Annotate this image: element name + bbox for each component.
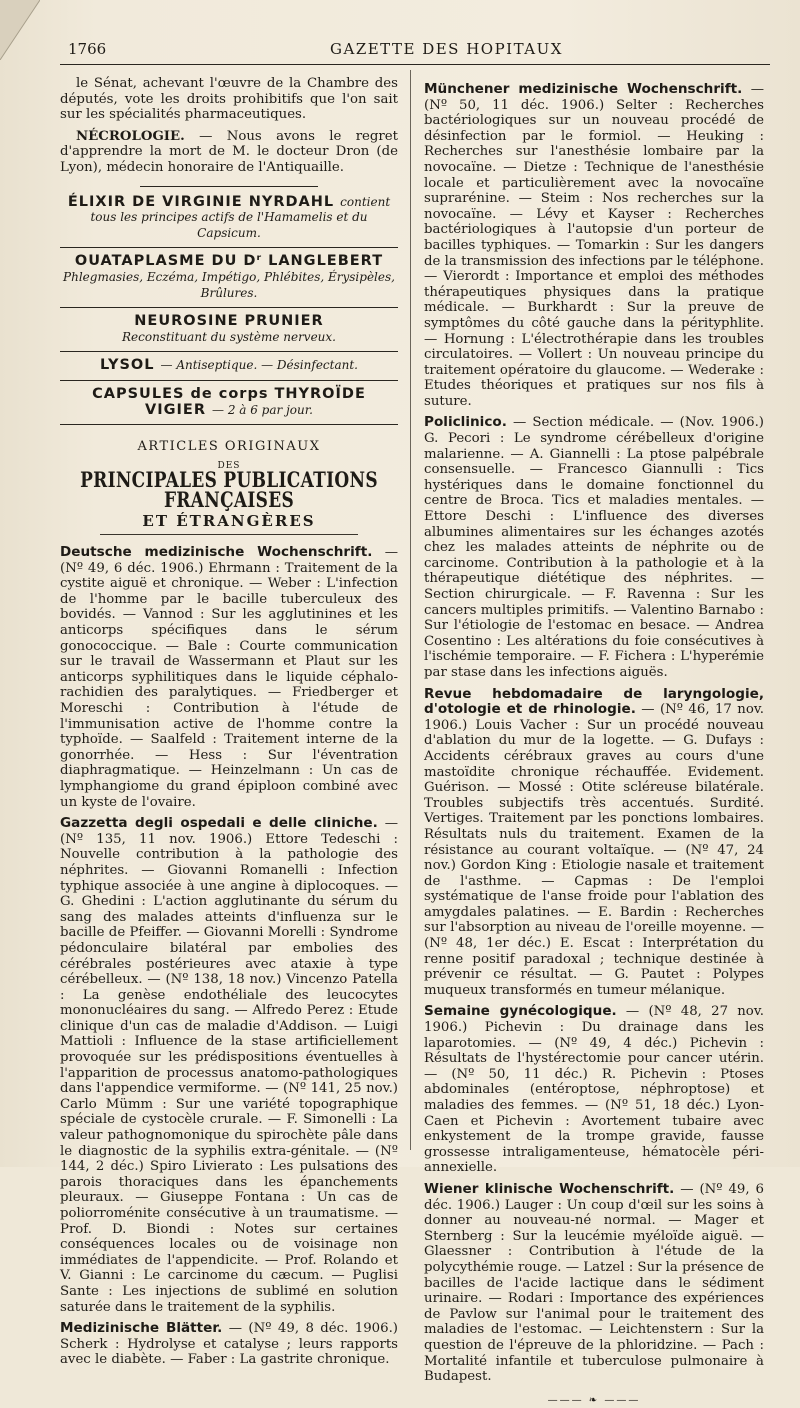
section-rule xyxy=(100,534,358,535)
senat-paragraph: le Sénat, achevant l'œuvre de la Chambre des députés, vote les droits prohibitifs que l'on sait sur les spécialités pharmaceutiques. xyxy=(60,76,398,123)
publication-entry xyxy=(424,687,764,999)
advertisement-title: OUATAPLASME DU Dʳ LANGLEBERT xyxy=(74,253,384,270)
publication-title: Deutsche medizinische Wochenschrift. xyxy=(60,544,373,561)
publication-entry xyxy=(424,415,764,680)
necrologie-text: — Nous avons le regret d'apprendre la mort de M. le docteur Dron (de Lyon), médecin honoraire de l'Antiquaille. xyxy=(60,128,398,175)
advertisement-title: LYSOL xyxy=(100,357,155,374)
publication-entry xyxy=(424,1182,764,1385)
advertisement xyxy=(60,314,398,345)
advertisement-trail: contient xyxy=(340,194,391,209)
section-line-3: PRINCIPALES PUBLICATIONS FRANÇAISES xyxy=(80,468,378,514)
ad-separator xyxy=(60,307,398,308)
publication-contents: — (Nº 48, 27 nov. 1906.) Pichevin : Du drainage dans les laparotomies. — (Nº 49, 4 déc.) Pichevin : Résultats de l'hystérectomie pour cancer utérin. — (Nº 50, 11 déc.) R. Pichevin : Ptoses abdominales (entéroptose, néphroptose) et maladies des femmes. — (Nº 51, 18 déc.) Lyon-Caen et Pichevin : Avortement tubaire avec enkystement de la trompe gravide, fausse grossesse intraligamenteuse, hématocèle péri-annexielle. xyxy=(424,1004,764,1176)
ad-separator xyxy=(60,351,398,352)
left-entries xyxy=(60,545,398,1368)
journal-title: GAZETTE DES HOPITAUX xyxy=(330,40,563,58)
section-heading xyxy=(60,439,398,535)
publication-entry xyxy=(424,1004,764,1176)
necrologie-label: NÉCROLOGIE. xyxy=(76,128,185,144)
publication-contents: — (Nº 49, 6 déc. 1906.) Ehrmann : Traitement de la cystite aiguë et chronique. — Weber : L'infection de l'homme par le bacille tuberculeux des bovidés. — Vannod : Sur les agglutinines et les anticorps spécifiques dans le sérum gonococcique. — Bale : Courte communication sur le travail de Wassermann et Plaut sur les anticorps syphilitiques dans le liquide céphalo-rachidien des paralytiques. — Friedberger et Moreschi : Contribution à l'étude de l'immunisation active de l'homme contre la typhoïde. — Saalfeld : Traitement interne de la gonorrhée. — Hess : Sur l'éventration diaphragmatique. — Heinzelmann : Un cas de lymphangiome du grand épiploon combiné avec un kyste de l'ovaire. xyxy=(60,545,398,810)
publication-contents: — Section médicale. — (Nov. 1906.) G. Pecori : Le syndrome cérébelleux d'origine malarienne. — A. Giannelli : La ptose palpébrale consensuelle. — Francesco Giannulli : Tics hystériques dans le domaine fonctionnel du centre de Broca. Tics et maladies mentales. — Ettore Deschi : L'influence des diverses albumines alimentaires sur les échanges azotés chez les malades atteints de néphrite ou de carcinome. Contribution à la pathologie et à la thérapeutique diététique des néphrites. — Section chirurgicale. — F. Ravenna : Sur les cancers multiples primitifs. — Valentino Barnabo : Sur l'étiologie de l'estomac en besace. — Andrea Cosentino : Les altérations du foie consécutives à l'ischémie temporaire. — F. Fichera : L'hyperémie par stase dans les infections aiguës. xyxy=(424,415,764,680)
advertisement-title: CAPSULES de corps THYROÏDE VIGIER xyxy=(92,385,366,418)
right-entries xyxy=(424,82,764,1385)
ad-separator xyxy=(60,247,398,248)
publication-contents: — (Nº 46, 17 nov. 1906.) Louis Vacher : Sur un procédé nouveau d'ablation du mur de la logette. — G. Dufays : Accidents cérébraux graves au cours d'une mastoïdite chronique réchauffée. Evidement. Guérison. — Mossé : Otite scléreuse bilatérale. Troubles subjectifs très accentués. Surdité. Vertiges. Traitement par les ponctions lombaires. Résultats nuls du traitement. Examen de la résistance au courant voltaïque. — (Nº 47, 24 nov.) Gordon King : Etiologie nasale et traitement de l'asthme. — Capmas : De l'emploi systématique de l'anse froide pour l'ablation des amygdales palatines. — E. Bardin : Recherches sur l'absorption au niveau de l'oreille moyenne. — (Nº 48, 1er déc.) E. Escat : Interprétation du renne positif paradoxal ; technique destinée à prévenir ce résultat. — G. Pautet : Polypes muqueux transformés en tumeur mélanique. xyxy=(424,702,764,998)
publication-title: Medizinische Blätter. xyxy=(60,1320,223,1337)
publication-contents: — (Nº 49, 8 déc. 1906.) Scherk : Hydrolyse et catalyse ; leurs rapports avec le diabète. — Faber : La gastrite chronique. xyxy=(60,1321,398,1368)
publication-title: Revue hebdomadaire de laryngologie, d'otologie et de rhinologie. xyxy=(424,685,764,718)
advertisements xyxy=(60,195,398,426)
advertisement xyxy=(60,387,398,418)
publication-entry xyxy=(60,545,398,810)
advertisement xyxy=(60,195,398,242)
publication-title: Policlinico. xyxy=(424,414,507,431)
section-line-4: ET ÉTRANGÈRES xyxy=(142,512,316,531)
left-column xyxy=(60,76,398,1368)
advertisement-title: ÉLIXIR DE VIRGINIE NYRDAHL xyxy=(67,193,335,210)
publication-entry xyxy=(60,816,398,1315)
advertisement-trail: — Antiseptique. — Désinfectant. xyxy=(160,358,358,373)
ad-separator xyxy=(60,424,398,425)
page-header xyxy=(60,38,760,62)
column-divider xyxy=(410,70,411,1150)
ad-separator xyxy=(60,380,398,381)
publication-title: Gazzetta degli ospedali e delle cliniche. xyxy=(60,815,378,832)
advertisement-title: NEUROSINE PRUNIER xyxy=(134,313,324,330)
publication-title: Münchener medizinische Wochenschrift. xyxy=(424,81,743,97)
end-ornament: ——— ❧ ——— xyxy=(547,1394,641,1406)
necrologie-paragraph xyxy=(60,129,398,176)
publication-contents: — (Nº 49, 6 déc. 1906.) Lauger : Un coup d'œil sur les soins à donner au nouveau-né normal. — Mager et Sternberg : Sur la leucémie myéloïde aiguë. — Glaessner : Contribution à l'étude de la polycythémie rouge. — Latzel : Sur la présence de bacilles de l'acide lactique dans le sédiment urinaire. — Rodari : Importance des expériences de Pavlow sur l'animal pour le traitement des maladies de l'estomac. — Leichtenstern : Sur la question de l'épreuve de la phloridzine. — Pach : Mortalité infantile et tuberculose pulmonaire à Budapest. xyxy=(424,1181,764,1385)
section-line-1: ARTICLES ORIGINAUX xyxy=(137,439,321,455)
advertisement xyxy=(60,358,398,374)
publication-contents: — (Nº 135, 11 nov. 1906.) Ettore Tedeschi : Nouvelle contribution à la pathologie des néphrites. — Giovanni Romanelli : Infection typhique associée à une angine à diplocoques. — G. Ghedini : L'action agglutinante du sérum du sang des malades atteints d'influenza sur le bacille de Pfeiffer. — Giovanni Morelli : Syndrome pédonculaire bilatéral par embolies des cérébrales postérieures avec ataxie à type cérébelleux. — (Nº 138, 18 nov.) Vincenzo Patella : La genèse endothéliale des leucocytes mononucléaires du sang. — Alfredo Perez : Etude clinique d'un cas de maladie d'Addison. — Luigi Mattioli : Influence de la stase artificiellement provoquée sur les prédispositions éventuelles à l'apparition de processus anatomo-pathologiques dans l'appendice vermiforme. — (Nº 141, 25 nov.) Carlo Mümm : Sur une variété topographique spéciale de cystocèle crurale. — F. Simonelli : La valeur pathognomonique du spirochète pâle dans le diagnostic de la syphilis extra-génitale. — (Nº 144, 2 déc.) Spiro Livierato : Les pulsations des parois thoraciques dans les épanchements pleuraux. — Giuseppe Fontana : Un cas de poliorroménite consécutive à un traumatisme. — Prof. D. Biondi : Notes sur certaines conséquences locales ou de voisinage non immédiates de l'appendicite. — Prof. Rolando et V. Gianni : Le carcinome du cæcum. — Puglisi Sante : Les injections de sublimé en solution saturée dans le traitement de la syphilis. xyxy=(60,816,398,1315)
advertisement-subtitle: Reconstituant du système nerveux. xyxy=(122,329,336,344)
advertisement-subtitle: Phlegmasies, Eczéma, Impétigo, Phlébites, Érysipèles, Brûlures. xyxy=(63,269,395,300)
advertisement-subtitle: tous les principes actifs de l'Hamamelis et du Capsicum. xyxy=(90,210,368,240)
advertisement xyxy=(60,254,398,301)
header-rule xyxy=(60,64,770,65)
page-number: 1766 xyxy=(68,40,107,58)
publication-title: Semaine gynécologique. xyxy=(424,1003,617,1020)
ad-separator xyxy=(140,186,318,187)
right-column xyxy=(424,76,764,1408)
publication-contents: — (Nº 50, 11 déc. 1906.) Selter : Recherches bactériologiques sur un nouveau procédé de désinfection par le formiol. — Heuking : Recherches sur l'anesthésie lombaire par la novocaïne. — Dietze : Technique de l'anesthésie locale et particulièrement avec la novocaïne suprarénine. — Steim : Nos recherches sur la novocaïne. — Lévy et Kayser : Recherches bactériologiques à l'autopsie d'un porteur de bacilles typhiques. — Tomarkin : Sur les dangers de la transmission des infections par le téléphone. — Vierordt : Importance et emploi des méthodes thérapeutiques physiques dans la pratique médicale. — Burkhardt : Sur la preuve de symptômes du côté gauche dans la pérityphlite. — Hornung : L'électrothérapie dans les troubles circulatoires. — Vollert : Un nouveau principe du traitement opératoire du glaucome. — Wederake : Etudes théoriques et pratiques sur nos fils à suture. xyxy=(424,82,764,409)
section-line-2: DES xyxy=(217,460,241,471)
publication-entry xyxy=(60,1321,398,1368)
advertisement-trail: — 2 à 6 par jour. xyxy=(212,402,313,417)
publication-title: Wiener klinische Wochenschrift. xyxy=(424,1180,675,1197)
folded-corner-decoration xyxy=(0,0,40,60)
publication-entry xyxy=(424,82,764,409)
